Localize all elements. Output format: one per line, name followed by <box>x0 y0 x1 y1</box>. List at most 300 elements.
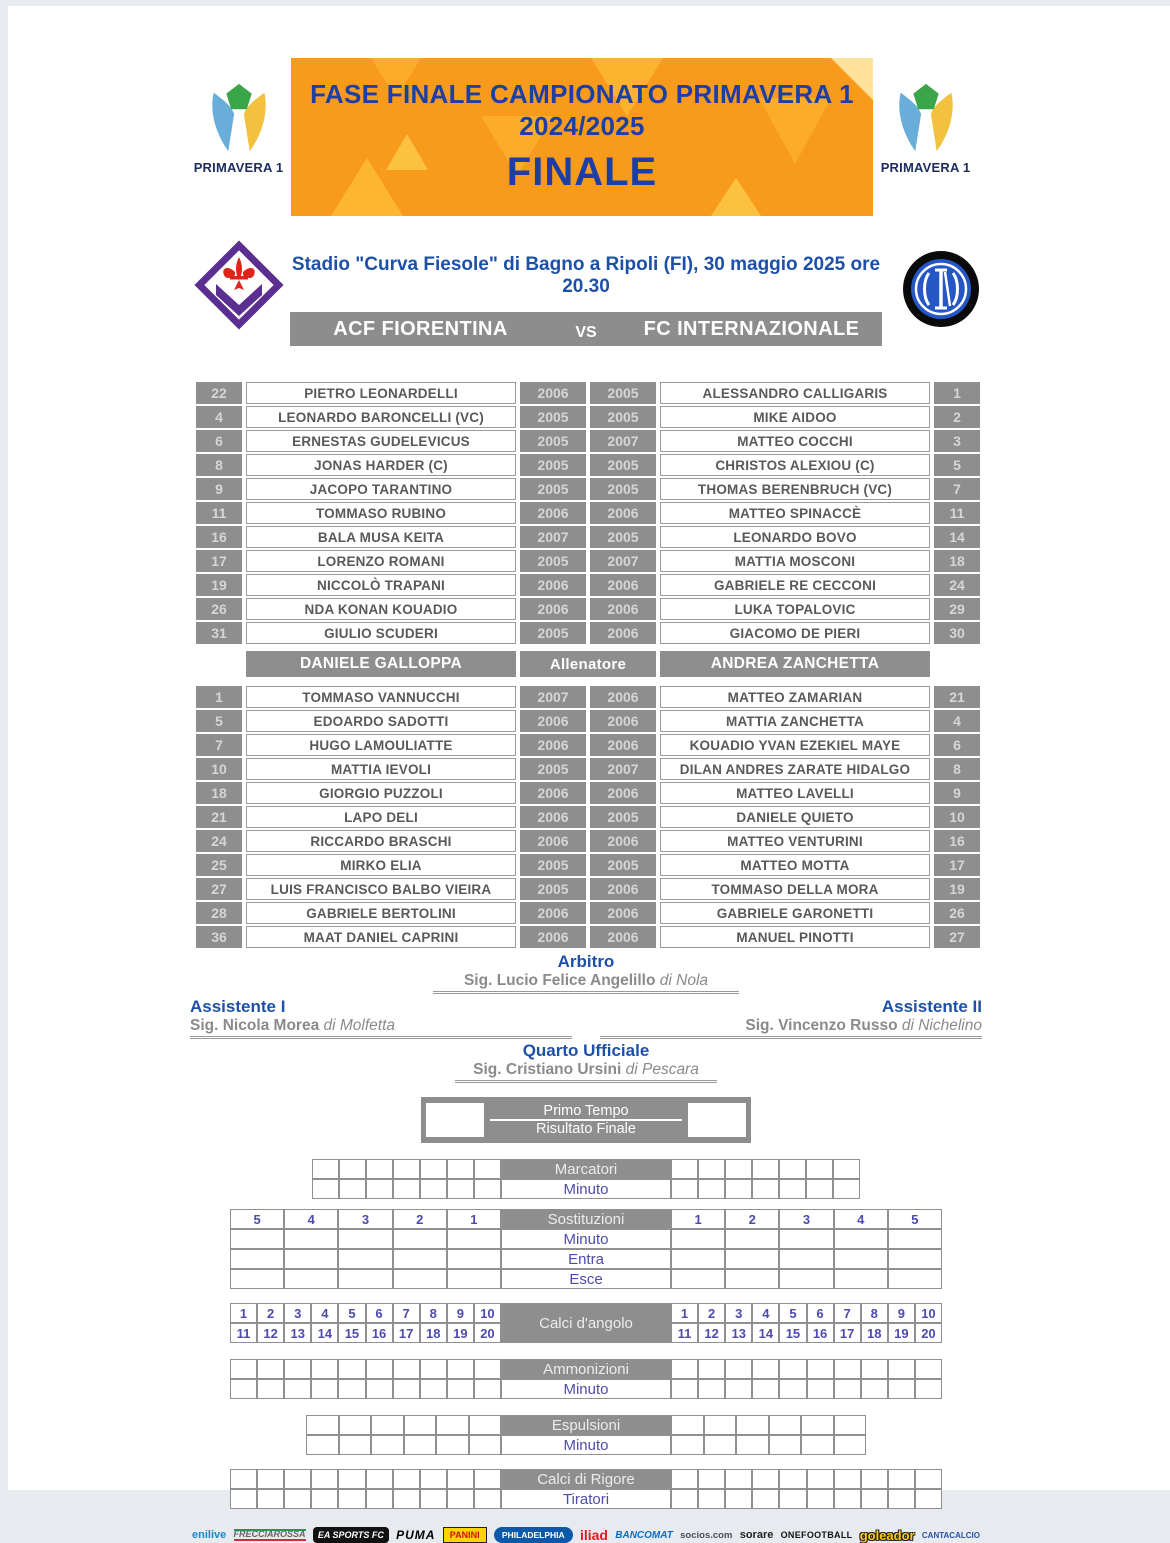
away-shirt-number: 6 <box>934 734 980 756</box>
grid-cell <box>393 1359 420 1379</box>
grid-cell: 5 <box>779 1303 806 1323</box>
grid-cell: 6 <box>366 1303 393 1323</box>
home-birth-year: 2006 <box>520 598 586 620</box>
assistant2-name-text: Sig. Vincenzo Russo <box>745 1017 898 1034</box>
home-final-score-cell <box>426 1121 484 1137</box>
grid-cell: 1 <box>671 1303 698 1323</box>
grid-cell: 6 <box>807 1303 834 1323</box>
grid-cell <box>888 1379 915 1399</box>
grid-cell <box>915 1469 942 1489</box>
sponsor-logo: ONEFOOTBALL <box>780 1530 853 1540</box>
grid-cell <box>698 1379 725 1399</box>
grid-cell: 14 <box>752 1323 779 1343</box>
home-player-name: RICCARDO BRASCHI <box>246 830 516 852</box>
grid-cell <box>420 1179 447 1199</box>
home-player-name: MIRKO ELIA <box>246 854 516 876</box>
grid-cell <box>393 1489 420 1509</box>
corners-grid <box>230 1303 942 1343</box>
grid-cell: 11 <box>671 1323 698 1343</box>
grid-cell <box>861 1359 888 1379</box>
section-subtitle: Minuto <box>501 1379 671 1399</box>
grid-cell <box>284 1489 311 1509</box>
home-birth-year: 2006 <box>520 902 586 924</box>
away-shirt-number: 7 <box>934 478 980 500</box>
grid-cell: 1 <box>447 1209 501 1229</box>
grid-cell <box>752 1159 779 1179</box>
grid-cell <box>447 1179 474 1199</box>
home-birth-year: 2005 <box>520 406 586 428</box>
grid-cell <box>915 1489 942 1509</box>
grid-cell <box>420 1359 447 1379</box>
grid-cell: 3 <box>779 1209 833 1229</box>
grid-cell <box>447 1359 474 1379</box>
grid-cell <box>769 1435 802 1455</box>
grid-cell <box>474 1469 501 1489</box>
section-subtitle: Entra <box>501 1249 671 1269</box>
home-player-name: HUGO LAMOULIATTE <box>246 734 516 756</box>
grid-cell <box>257 1469 284 1489</box>
home-birth-year: 2005 <box>520 550 586 572</box>
section-subtitle: Minuto <box>501 1435 671 1455</box>
grid-cell <box>861 1489 888 1509</box>
grid-cell: 19 <box>888 1323 915 1343</box>
primavera-trophy-icon <box>887 80 965 156</box>
grid-cell <box>474 1359 501 1379</box>
fiorentina-crest <box>196 242 282 328</box>
section-title: Sostituzioni <box>501 1209 671 1229</box>
grid-cell: 4 <box>311 1303 338 1323</box>
away-shirt-number: 5 <box>934 454 980 476</box>
grid-cell <box>338 1249 392 1269</box>
grid-cell <box>752 1179 779 1199</box>
grid-cell <box>284 1379 311 1399</box>
away-player-name: THOMAS BERENBRUCH (VC) <box>660 478 930 500</box>
away-first-half-score-cell <box>688 1103 746 1121</box>
home-birth-year: 2006 <box>520 502 586 524</box>
grid-cell <box>888 1489 915 1509</box>
grid-cell <box>807 1359 834 1379</box>
grid-cell: 20 <box>915 1323 942 1343</box>
away-shirt-number: 2 <box>934 406 980 428</box>
grid-cell <box>284 1249 338 1269</box>
grid-cell: 2 <box>257 1303 284 1323</box>
home-shirt-number: 8 <box>196 454 242 476</box>
sponsor-logo: goleador <box>859 1527 915 1543</box>
home-player-name: GABRIELE BERTOLINI <box>246 902 516 924</box>
assistant1-block <box>190 997 572 1039</box>
home-player-name: PIETRO LEONARDELLI <box>246 382 516 404</box>
grid-cell <box>339 1179 366 1199</box>
grid-cell: 18 <box>861 1323 888 1343</box>
away-player-name: DILAN ANDRES ZARATE HIDALGO <box>660 758 930 780</box>
sponsor-logo: BANCOMAT <box>615 1529 673 1541</box>
away-shirt-number: 11 <box>934 502 980 524</box>
grid-cell <box>725 1379 752 1399</box>
home-player-name: EDOARDO SADOTTI <box>246 710 516 732</box>
away-shirt-number: 8 <box>934 758 980 780</box>
referee-signature-line <box>433 991 739 994</box>
sponsor-logo: EA SPORTS FC <box>313 1527 389 1543</box>
grid-cell: 4 <box>834 1209 888 1229</box>
assistant2-label: Assistente II <box>881 997 982 1016</box>
referee-block <box>190 952 982 994</box>
home-player-name: TOMMASO VANNUCCHI <box>246 686 516 708</box>
grid-cell <box>338 1359 365 1379</box>
grid-cell <box>312 1159 339 1179</box>
home-player-name: LUIS FRANCISCO BALBO VIEIRA <box>246 878 516 900</box>
header-banner-row <box>190 58 982 216</box>
grid-cell <box>779 1379 806 1399</box>
sponsor-logo: PANINI <box>443 1527 487 1543</box>
grid-cell: 10 <box>474 1303 501 1323</box>
away-shirt-number: 1 <box>934 382 980 404</box>
primavera-logo-label: PRIMAVERA 1 <box>193 160 284 175</box>
away-birth-year: 2007 <box>590 430 656 452</box>
first-half-row <box>426 1103 746 1119</box>
home-player-name: MATTIA IEVOLI <box>246 758 516 780</box>
grid-cell <box>752 1469 779 1489</box>
away-birth-year: 2005 <box>590 406 656 428</box>
home-shirt-number: 36 <box>196 926 242 948</box>
home-birth-year: 2006 <box>520 830 586 852</box>
grid-cell <box>230 1229 284 1249</box>
home-birth-year: 2005 <box>520 878 586 900</box>
grid-cell <box>447 1269 501 1289</box>
home-player-name: NDA KONAN KOUADIO <box>246 598 516 620</box>
grid-cell: 14 <box>311 1323 338 1343</box>
away-birth-year: 2005 <box>590 806 656 828</box>
primavera-trophy-icon <box>200 80 278 156</box>
team-header-bar <box>290 312 882 346</box>
away-birth-year: 2006 <box>590 710 656 732</box>
home-shirt-number: 4 <box>196 406 242 428</box>
grid-cell <box>284 1269 338 1289</box>
grid-cell <box>339 1159 366 1179</box>
grid-cell <box>861 1379 888 1399</box>
grid-cell <box>725 1469 752 1489</box>
grid-cell <box>671 1435 704 1455</box>
away-player-name: MIKE AIDOO <box>660 406 930 428</box>
grid-cell <box>230 1359 257 1379</box>
grid-cell <box>436 1415 469 1435</box>
home-player-name: JONAS HARDER (C) <box>246 454 516 476</box>
grid-cell <box>230 1489 257 1509</box>
grid-cell <box>393 1469 420 1489</box>
away-player-name: MATTEO ZAMARIAN <box>660 686 930 708</box>
grid-cell: 15 <box>779 1323 806 1343</box>
grid-cell <box>725 1179 752 1199</box>
away-birth-year: 2006 <box>590 502 656 524</box>
away-player-name: ALESSANDRO CALLIGARIS <box>660 382 930 404</box>
bookings-grid <box>230 1359 942 1399</box>
score-box <box>421 1097 751 1143</box>
final-result-label: Risultato Finale <box>536 1121 636 1137</box>
grid-cell <box>371 1415 404 1435</box>
grid-cell <box>888 1469 915 1489</box>
away-player-name: LEONARDO BOVO <box>660 526 930 548</box>
grid-cell: 4 <box>284 1209 338 1229</box>
grid-cell: 3 <box>338 1209 392 1229</box>
grid-cell <box>888 1249 942 1269</box>
away-shirt-number: 24 <box>934 574 980 596</box>
away-birth-year: 2005 <box>590 854 656 876</box>
grid-cell <box>366 1469 393 1489</box>
grid-cell <box>725 1159 752 1179</box>
away-shirt-number: 21 <box>934 686 980 708</box>
grid-cell <box>779 1159 806 1179</box>
grid-cell <box>420 1159 447 1179</box>
grid-cell <box>888 1359 915 1379</box>
away-player-name: TOMMASO DELLA MORA <box>660 878 930 900</box>
fourth-official-city-text: di Pescara <box>625 1061 699 1078</box>
grid-cell <box>284 1469 311 1489</box>
assistant2-city-text: di Nichelino <box>901 1017 982 1034</box>
home-birth-year: 2005 <box>520 478 586 500</box>
grid-cell <box>393 1179 420 1199</box>
fourth-official-signature-line <box>455 1080 717 1083</box>
grid-cell <box>338 1379 365 1399</box>
grid-cell <box>469 1415 502 1435</box>
section-title: Calci d'angolo <box>501 1303 671 1343</box>
penalties-grid <box>230 1469 942 1509</box>
away-birth-year: 2006 <box>590 574 656 596</box>
grid-cell <box>230 1269 284 1289</box>
assistant2-block <box>600 997 982 1039</box>
grid-cell <box>806 1159 833 1179</box>
grid-cell: 8 <box>861 1303 888 1323</box>
sponsor-strip <box>190 1527 982 1543</box>
away-birth-year: 2007 <box>590 758 656 780</box>
grid-cell <box>801 1415 834 1435</box>
venue-line: Stadio "Curva Fiesole" di Bagno a Ripoli (FI), 30 maggio 2025 ore 20.30 <box>291 254 881 297</box>
home-birth-year: 2007 <box>520 526 586 548</box>
away-birth-year: 2007 <box>590 550 656 572</box>
grid-cell <box>752 1379 779 1399</box>
sponsor-logo: PHILADELPHIA <box>494 1527 573 1543</box>
grid-cell <box>474 1379 501 1399</box>
grid-cell <box>671 1359 698 1379</box>
grid-cell <box>834 1269 888 1289</box>
grid-cell <box>915 1379 942 1399</box>
away-birth-year: 2006 <box>590 926 656 948</box>
grid-cell: 12 <box>698 1323 725 1343</box>
grid-cell <box>779 1359 806 1379</box>
home-shirt-number: 6 <box>196 430 242 452</box>
referee-label: Arbitro <box>557 952 615 971</box>
grid-cell <box>312 1179 339 1199</box>
grid-cell <box>339 1415 372 1435</box>
primavera-logo-label: PRIMAVERA 1 <box>880 160 971 175</box>
section-title: Calci di Rigore <box>501 1469 671 1489</box>
grid-cell <box>671 1159 698 1179</box>
away-player-name: MATTEO MOTTA <box>660 854 930 876</box>
grid-cell <box>861 1469 888 1489</box>
grid-cell <box>779 1469 806 1489</box>
grid-cell <box>698 1159 725 1179</box>
referee-name-text: Sig. Lucio Felice Angelillo <box>463 972 656 989</box>
grid-cell <box>338 1269 392 1289</box>
section-subtitle: Minuto <box>501 1229 671 1249</box>
title-banner <box>291 58 873 216</box>
away-player-name: LUKA TOPALOVIC <box>660 598 930 620</box>
away-birth-year: 2005 <box>590 454 656 476</box>
grid-cell <box>393 1269 447 1289</box>
grid-cell <box>257 1379 284 1399</box>
grid-cell: 2 <box>393 1209 447 1229</box>
grid-cell <box>833 1159 860 1179</box>
home-birth-year: 2005 <box>520 854 586 876</box>
home-player-name: NICCOLÒ TRAPANI <box>246 574 516 596</box>
grid-cell <box>436 1435 469 1455</box>
grid-cell <box>834 1469 861 1489</box>
home-birth-year: 2005 <box>520 454 586 476</box>
home-birth-year: 2006 <box>520 574 586 596</box>
grid-cell <box>736 1435 769 1455</box>
first-half-label: Primo Tempo <box>490 1103 682 1121</box>
grid-cell <box>725 1269 779 1289</box>
grid-cell <box>671 1379 698 1399</box>
home-player-name: BALA MUSA KEITA <box>246 526 516 548</box>
grid-cell: 8 <box>420 1303 447 1323</box>
home-team-name: ACF FIORENTINA <box>333 317 508 340</box>
grid-cell <box>698 1179 725 1199</box>
away-shirt-number: 17 <box>934 854 980 876</box>
grid-cell <box>257 1359 284 1379</box>
grid-cell <box>698 1359 725 1379</box>
bench-table <box>196 686 980 948</box>
home-shirt-number: 31 <box>196 622 242 644</box>
grid-cell: 5 <box>888 1209 942 1229</box>
grid-cell <box>752 1489 779 1509</box>
grid-cell <box>447 1249 501 1269</box>
grid-cell <box>366 1359 393 1379</box>
away-team-name: FC INTERNAZIONALE <box>643 317 860 340</box>
section-title: Ammonizioni <box>501 1359 671 1379</box>
grid-cell <box>474 1159 501 1179</box>
grid-cell: 3 <box>284 1303 311 1323</box>
grid-cell <box>834 1359 861 1379</box>
grid-cell <box>752 1359 779 1379</box>
home-birth-year: 2005 <box>520 758 586 780</box>
home-shirt-number: 25 <box>196 854 242 876</box>
home-shirt-number: 9 <box>196 478 242 500</box>
coach-label: Allenatore <box>520 651 656 677</box>
away-player-name: MATTEO VENTURINI <box>660 830 930 852</box>
grid-cell <box>371 1435 404 1455</box>
sponsor-logo: enilive <box>192 1529 227 1541</box>
sponsor-logo: iliad <box>579 1527 608 1543</box>
home-shirt-number: 28 <box>196 902 242 924</box>
home-player-name: GIORGIO PUZZOLI <box>246 782 516 804</box>
grid-cell <box>420 1469 447 1489</box>
away-player-name: MATTEO LAVELLI <box>660 782 930 804</box>
grid-cell: 4 <box>752 1303 779 1323</box>
home-shirt-number: 24 <box>196 830 242 852</box>
grid-cell <box>671 1269 725 1289</box>
grid-cell <box>915 1359 942 1379</box>
grid-cell <box>366 1159 393 1179</box>
fourth-official-label: Quarto Ufficiale <box>522 1041 650 1060</box>
scorers-grid <box>312 1159 860 1199</box>
grid-cell: 9 <box>447 1303 474 1323</box>
home-birth-year: 2006 <box>520 734 586 756</box>
home-shirt-number: 11 <box>196 502 242 524</box>
away-player-name: DANIELE QUIETO <box>660 806 930 828</box>
grid-cell <box>447 1159 474 1179</box>
grid-cell <box>404 1435 437 1455</box>
banner-title-line3: FINALE <box>506 149 658 194</box>
grid-cell <box>306 1415 339 1435</box>
away-player-name: GIACOMO DE PIERI <box>660 622 930 644</box>
grid-cell: 5 <box>230 1209 284 1229</box>
away-shirt-number: 27 <box>934 926 980 948</box>
grid-cell <box>888 1229 942 1249</box>
away-birth-year: 2006 <box>590 734 656 756</box>
away-birth-year: 2006 <box>590 598 656 620</box>
grid-cell <box>338 1229 392 1249</box>
home-birth-year: 2005 <box>520 430 586 452</box>
grid-cell <box>447 1229 501 1249</box>
grid-cell <box>807 1379 834 1399</box>
grid-cell <box>779 1269 833 1289</box>
coaches-bar <box>246 651 982 677</box>
assistant1-label: Assistente I <box>190 997 286 1016</box>
grid-cell <box>806 1179 833 1199</box>
away-player-name: MATTEO COCCHI <box>660 430 930 452</box>
grid-cell: 10 <box>915 1303 942 1323</box>
final-result-row <box>426 1121 746 1137</box>
grid-cell <box>393 1379 420 1399</box>
grid-cell <box>779 1179 806 1199</box>
grid-cell <box>474 1179 501 1199</box>
away-birth-year: 2006 <box>590 782 656 804</box>
grid-cell <box>338 1469 365 1489</box>
away-shirt-number: 3 <box>934 430 980 452</box>
grid-cell: 1 <box>671 1209 725 1229</box>
grid-cell <box>474 1489 501 1509</box>
away-shirt-number: 14 <box>934 526 980 548</box>
away-birth-year: 2006 <box>590 830 656 852</box>
grid-cell <box>671 1179 698 1199</box>
grid-cell <box>447 1379 474 1399</box>
away-shirt-number: 29 <box>934 598 980 620</box>
away-player-name: CHRISTOS ALEXIOU (C) <box>660 454 930 476</box>
grid-cell <box>888 1269 942 1289</box>
home-player-name: GIULIO SCUDERI <box>246 622 516 644</box>
home-birth-year: 2006 <box>520 710 586 732</box>
home-shirt-number: 26 <box>196 598 242 620</box>
grid-cell <box>393 1159 420 1179</box>
grid-cell: 12 <box>257 1323 284 1343</box>
grid-cell: 17 <box>393 1323 420 1343</box>
officials-section <box>190 952 982 1083</box>
grid-cell <box>469 1435 502 1455</box>
referee-name <box>190 972 982 990</box>
away-player-name: GABRIELE GARONETTI <box>660 902 930 924</box>
grid-cell <box>834 1249 888 1269</box>
away-shirt-number: 4 <box>934 710 980 732</box>
grid-cell <box>284 1229 338 1249</box>
fourth-official-name-text: Sig. Cristiano Ursini <box>473 1061 622 1078</box>
grid-cell <box>339 1435 372 1455</box>
grid-cell <box>257 1489 284 1509</box>
grid-cell: 13 <box>284 1323 311 1343</box>
sponsor-logo: PUMA <box>396 1528 436 1542</box>
assistant1-signature-line <box>190 1036 572 1039</box>
grid-cell <box>801 1435 834 1455</box>
grid-cell: 15 <box>338 1323 365 1343</box>
grid-cell <box>698 1469 725 1489</box>
